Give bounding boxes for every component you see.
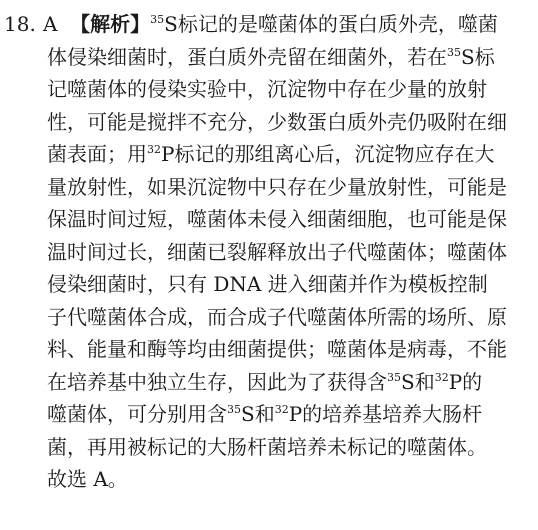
text-run: 记噬菌体的侵染实验中，沉淀物中存在少量的放射 — [47, 77, 487, 101]
text-run: P的培养基培养大肠杆 — [288, 402, 483, 426]
text-run: P标记的那组离心后，沉淀物应存在大 — [161, 142, 495, 166]
explanation-line — [4, 41, 530, 74]
text-run: S标 — [461, 44, 495, 69]
isotope-superscript: 35 — [227, 402, 241, 416]
text-run: 故选 A。 — [47, 467, 128, 491]
line-content — [47, 402, 482, 426]
explanation-line — [4, 463, 530, 496]
isotope-superscript: 32 — [147, 142, 161, 156]
text-run: 菌表面；用 — [47, 142, 147, 166]
line-content — [47, 110, 507, 134]
text-run: 子代噬菌体合成，而合成子代噬菌体所需的场所、原 — [47, 304, 507, 329]
text-run: 保温时间过短，噬菌体未侵入细菌细胞，也可能是保 — [47, 207, 507, 231]
explanation-line — [4, 73, 530, 106]
explanation-line — [4, 398, 530, 431]
isotope-superscript: 32 — [434, 370, 449, 384]
explanation-line — [4, 106, 530, 139]
explanation-line — [4, 171, 530, 204]
text-run: S标记的是噬菌体的蛋白质外壳，噬菌 — [164, 12, 498, 36]
line-content — [47, 467, 128, 491]
line-content — [47, 175, 507, 199]
line-content — [47, 142, 494, 166]
explanation-line — [4, 366, 530, 399]
text-run: S和 — [401, 369, 435, 394]
text-run: 噬菌体，可分别用含 — [47, 402, 227, 426]
line-content — [47, 435, 487, 459]
explanation-line — [4, 431, 530, 464]
explanation-line — [4, 301, 530, 334]
analysis-tag: 【解析】 — [70, 12, 151, 36]
question-number: 18. — [4, 12, 36, 36]
explanation-line — [4, 8, 530, 41]
explanation-line — [4, 333, 530, 366]
text-run: 菌，再用被标记的大肠杆菌培养未标记的噬菌体。 — [47, 434, 487, 459]
explanation-line — [4, 236, 530, 269]
explanation-line — [4, 203, 530, 236]
isotope-superscript: 32 — [274, 402, 289, 416]
isotope-superscript: 35 — [150, 12, 165, 26]
line-content — [47, 272, 488, 296]
explanation-line — [4, 268, 530, 301]
line-content — [47, 337, 507, 361]
text-run: 料、能量和酶等均由细菌提供；噬菌体是病毒，不能 — [47, 337, 507, 361]
isotope-superscript: 35 — [447, 45, 461, 59]
line-content — [150, 12, 498, 36]
text-run: 量放射性，如果沉淀物中只存在少量放射性，可能是 — [47, 174, 507, 199]
text-run: 体侵染细菌时，蛋白质外壳留在细菌外，若在 — [47, 44, 447, 69]
line-content — [47, 45, 495, 69]
isotope-superscript: 35 — [387, 370, 401, 384]
text-run: 侵染细菌时，只有 DNA 进入细菌并作为模板控制 — [47, 272, 488, 296]
text-run: 性，可能是搅拌不充分，少数蛋白质外壳仍吸附在细 — [47, 109, 507, 134]
line-content — [47, 305, 507, 329]
explanation-line — [4, 138, 530, 171]
text-run: S和 — [241, 402, 275, 426]
line-content — [47, 240, 507, 264]
line-content — [47, 370, 482, 394]
text-run: P的 — [448, 369, 483, 394]
text-run: 温时间过长，细菌已裂解释放出子代噬菌体；噬菌体 — [47, 239, 507, 264]
line-content — [47, 77, 487, 101]
line-content — [47, 207, 507, 231]
text-run: 在培养基中独立生存，因此为了获得含 — [47, 369, 387, 394]
answer-letter: A — [43, 12, 58, 36]
